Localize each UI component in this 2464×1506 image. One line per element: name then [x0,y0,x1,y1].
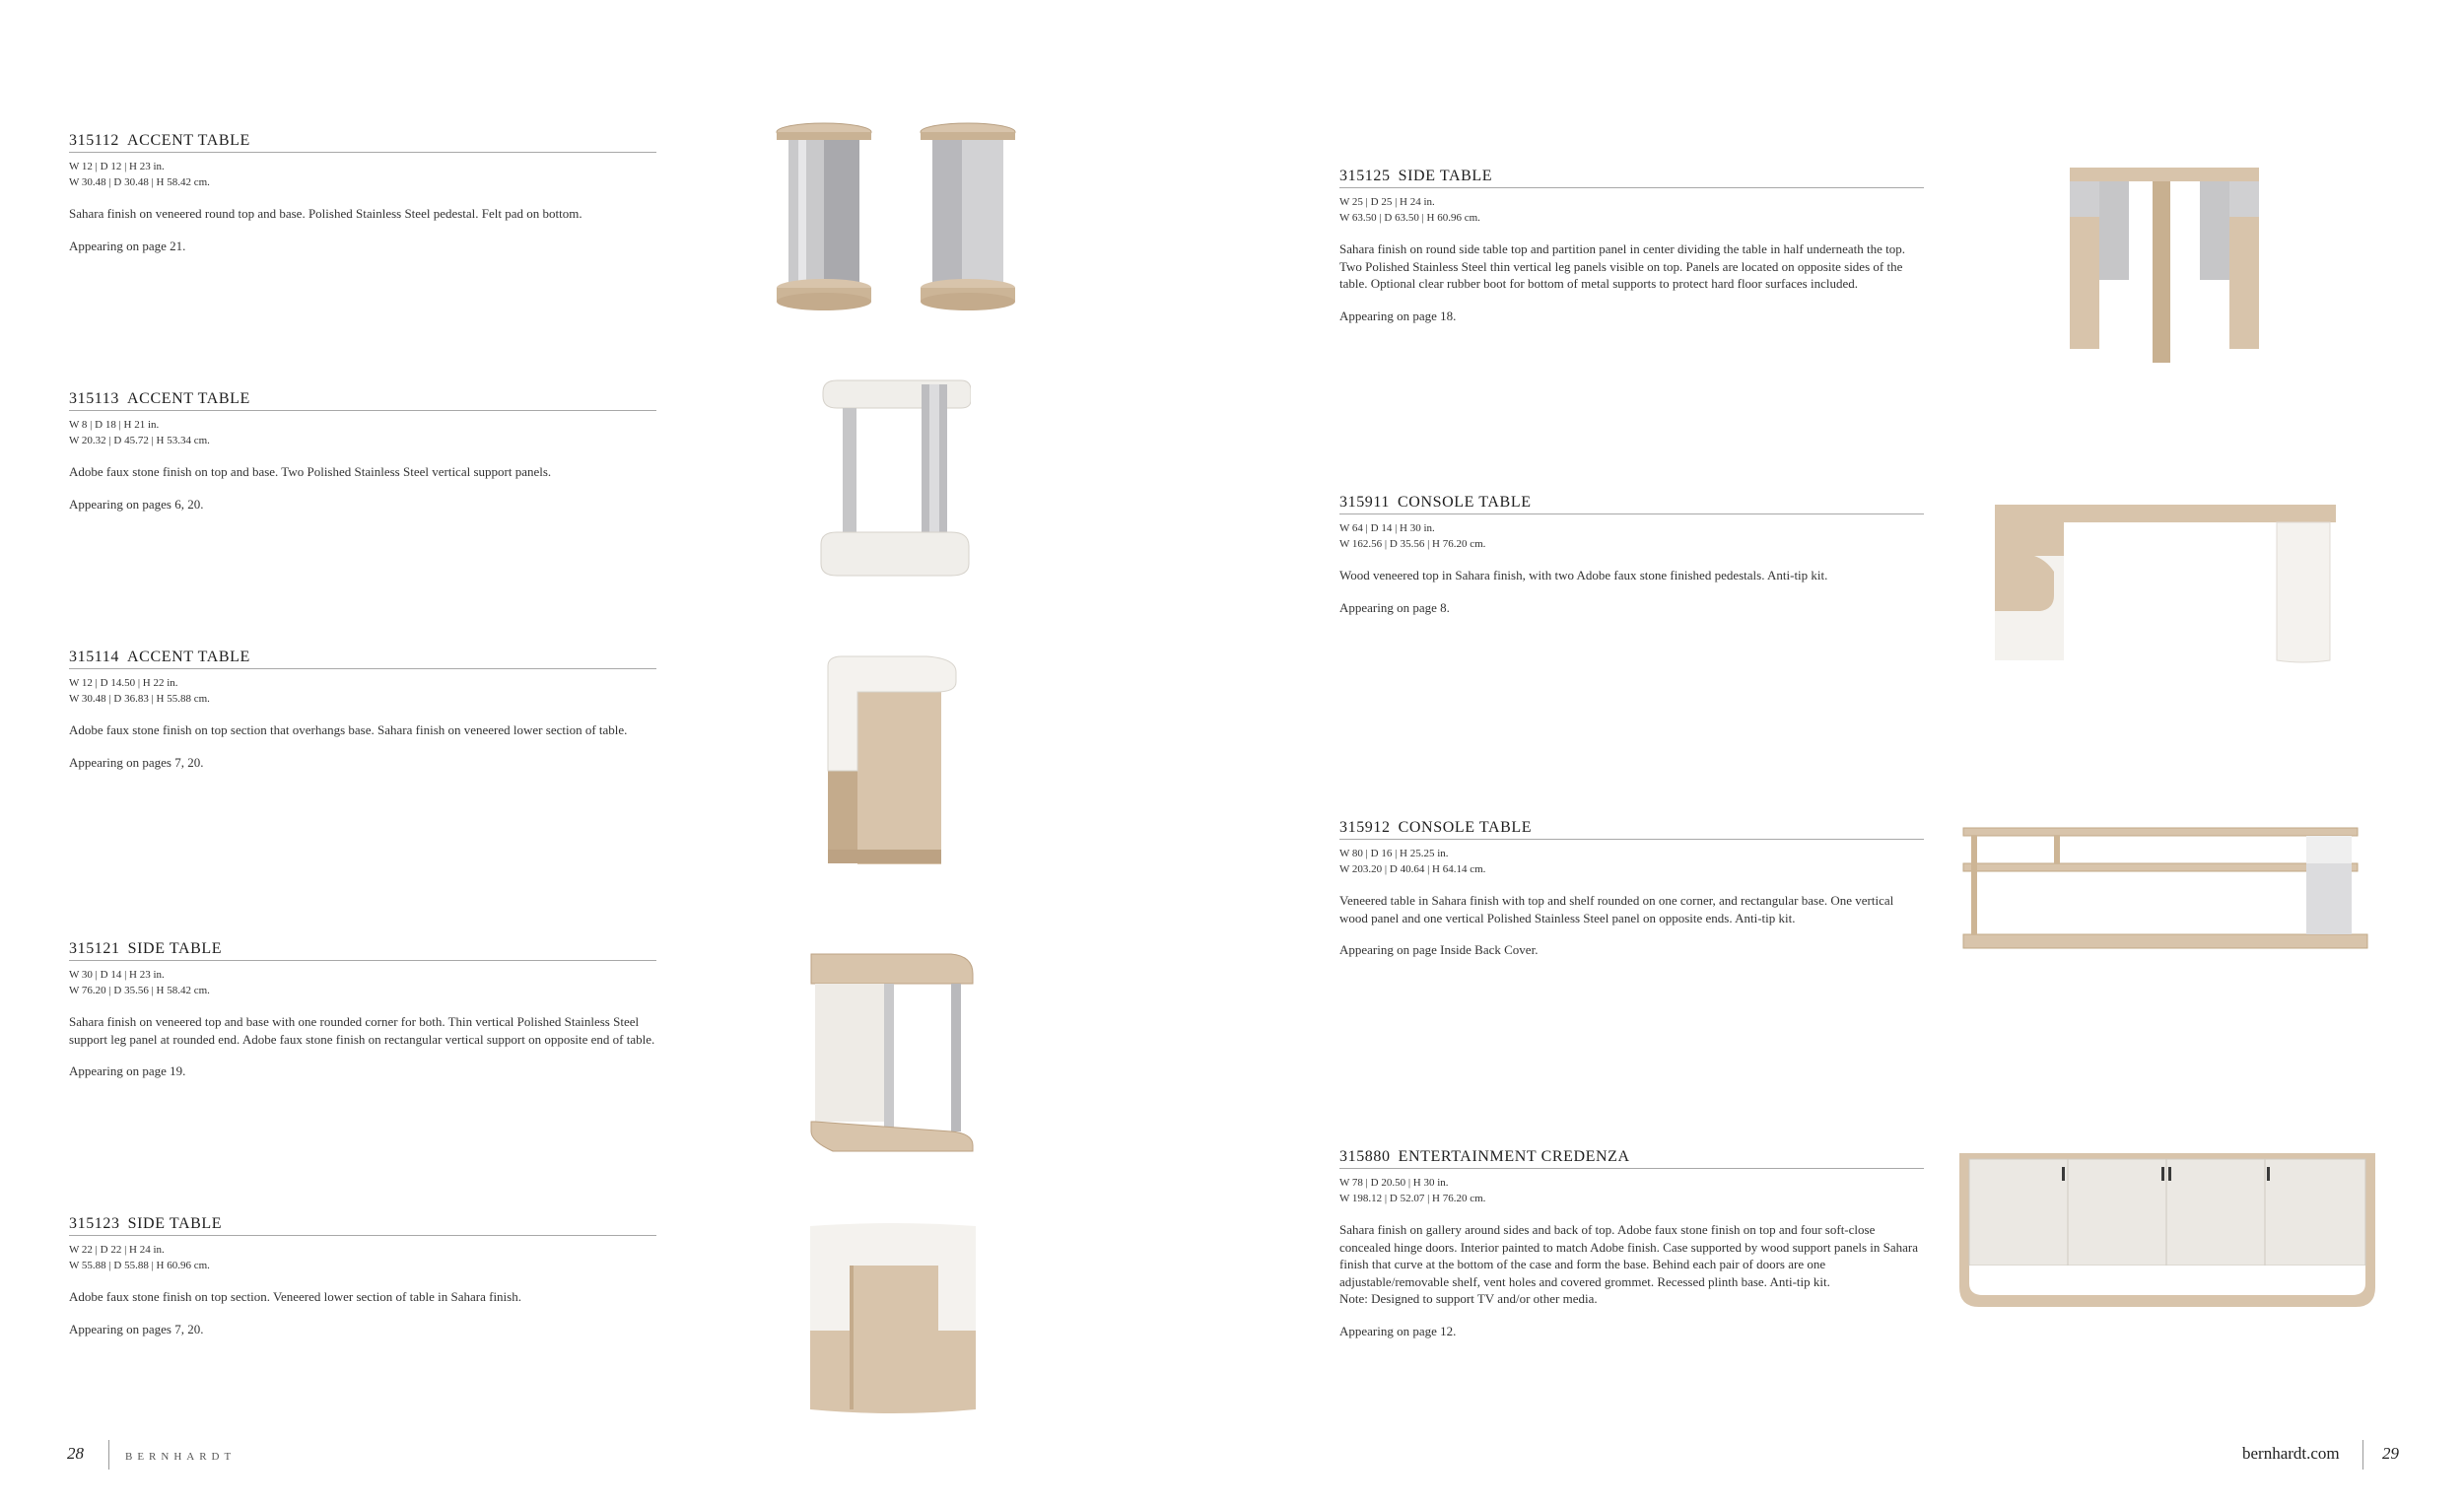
dimensions-cm: W 203.20 | D 40.64 | H 64.14 cm. [1339,863,1486,875]
dimensions-inches: W 25 | D 25 | H 24 in. [1339,196,1435,208]
product-name: SIDE TABLE [1398,168,1493,184]
product-entry-315880 [1339,1148,1924,1339]
dimensions-cm: W 30.48 | D 36.83 | H 55.88 cm. [69,693,210,705]
dimensions-cm: W 198.12 | D 52.07 | H 76.20 cm. [1339,1193,1486,1204]
product-description: Adobe faux stone finish on top and base. Two Polished Stainless Steel vertical support panels. [69,464,552,479]
product-name: ACCENT TABLE [127,390,250,407]
product-description: Wood veneered top in Sahara finish, with two Adobe faux stone finished pedestals. Anti-tip kit. [1339,568,1828,582]
dimensions-inches: W 80 | D 16 | H 25.25 in. [1339,848,1449,859]
dimensions [69,1242,656,1273]
product-name: ACCENT TABLE [127,649,250,665]
product-entry-315911 [1339,494,1924,616]
product-image-315113 [813,375,971,582]
product-description: Sahara finish on veneered top and base with one rounded corner for both. Thin vertical Polished Stainless Steel support leg panel at rounded end. Adobe faux stone finish on rectangular vertical support on opposite end of table. [69,1014,655,1047]
appearing-on: Appearing on page 12. [1339,1323,1457,1338]
product-code: 315113 [69,390,120,407]
page-number-right: 29 [2382,1444,2399,1463]
dimensions-inches: W 64 | D 14 | H 30 in. [1339,522,1435,534]
product-entry-315113 [69,390,656,513]
product-entry-315121 [69,940,656,1079]
dimensions [1339,520,1924,552]
product-title [69,132,656,153]
dimensions [69,417,656,448]
website-link[interactable]: bernhardt.com [2242,1444,2340,1463]
product-code: 315125 [1339,168,1391,184]
product-title [69,1215,656,1236]
dimensions-cm: W 30.48 | D 30.48 | H 58.42 cm. [69,176,210,188]
appearing-on: Appearing on pages 7, 20. [69,754,204,770]
product-title [69,390,656,411]
product-image-315112 [769,118,1025,320]
product-name: CONSOLE TABLE [1398,819,1533,836]
dimensions-inches: W 78 | D 20.50 | H 30 in. [1339,1177,1449,1189]
appearing-on: Appearing on page Inside Back Cover. [1339,942,1539,957]
product-entry-315114 [69,649,656,771]
dimensions-cm: W 76.20 | D 35.56 | H 58.42 cm. [69,985,210,996]
product-title [69,940,656,961]
product-name: ACCENT TABLE [127,132,250,149]
dimensions [69,967,656,998]
product-description [1339,1221,1924,1308]
right-page [1232,0,2464,1506]
product-image-315114 [818,652,966,869]
product-entry-315112 [69,132,656,254]
product-name: SIDE TABLE [127,940,223,957]
dimensions-cm: W 162.56 | D 35.56 | H 76.20 cm. [1339,538,1486,550]
appearing-on: Appearing on page 21. [69,238,186,253]
product-image-315123 [806,1220,980,1417]
footer-divider [2362,1440,2363,1470]
product-code: 315112 [69,132,120,149]
product-description: Sahara finish on veneered round top and base. Polished Stainless Steel pedestal. Felt pad on bottom. [69,206,582,221]
product-code: 315123 [69,1215,120,1232]
product-title [1339,168,1924,188]
product-description: Veneered table in Sahara finish with top and shelf rounded on one corner, and rectangular base. One vertical wood panel and one vertical Polished Stainless Steel panel on opposite ends. Anti-tip kit. [1339,893,1894,925]
product-entry-315125 [1339,168,1924,324]
description-note: Note: Designed to support TV and/or other media. [1339,1291,1598,1306]
dimensions [1339,846,1924,877]
product-description: Sahara finish on round side table top and partition panel in center dividing the table in half underneath the top. Two Polished Stainless Steel thin vertical leg panels visible on top. Panels are located on opposite sides of the table. Optional clear rubber boot for bottom of metal supports to protect hard floor surfaces included. [1339,241,1906,291]
product-name: ENTERTAINMENT CREDENZA [1398,1148,1630,1165]
dimensions-cm: W 20.32 | D 45.72 | H 53.34 cm. [69,435,210,446]
dimensions-inches: W 12 | D 12 | H 23 in. [69,161,165,172]
product-description: Adobe faux stone finish on top section. Veneered lower section of table in Sahara finish. [69,1289,521,1304]
product-image-315880 [1953,1147,2381,1311]
dimensions [69,159,656,190]
product-image-315911 [1991,501,2340,668]
product-code: 315121 [69,940,120,957]
product-title [1339,819,1924,840]
dimensions-inches: W 12 | D 14.50 | H 22 in. [69,677,178,689]
description-text: Sahara finish on gallery around sides and back of top. Adobe faux stone finish on top and four soft-close concealed hinge doors. Interior painted to match Adobe finish. Case supported by wood support panels in Sahara finish that curve at the bottom of the case and form the base. Behind each pair of doors are one adjustable/removable shelf, vent holes and covered grommet. Recessed plinth base. Anti-tip kit. [1339,1222,1919,1289]
dimensions-inches: W 8 | D 18 | H 21 in. [69,419,160,431]
product-description: Adobe faux stone finish on top section that overhangs base. Sahara finish on veneered lower section of table. [69,722,628,737]
dimensions [1339,1175,1924,1206]
product-name: CONSOLE TABLE [1398,494,1532,511]
product-title [69,649,656,669]
product-name: SIDE TABLE [127,1215,223,1232]
dimensions-inches: W 30 | D 14 | H 23 in. [69,969,165,981]
brand-logo: BERNHARDT [125,1451,237,1463]
dimensions [1339,194,1924,226]
appearing-on: Appearing on page 19. [69,1063,186,1078]
product-code: 315114 [69,649,120,665]
product-entry-315912 [1339,819,1924,958]
product-code: 315912 [1339,819,1391,836]
page-number-left: 28 [67,1444,84,1463]
dimensions [69,675,656,707]
appearing-on: Appearing on pages 6, 20. [69,496,204,512]
product-image-315125 [2066,164,2263,367]
product-entry-315123 [69,1215,656,1337]
product-title [1339,1148,1924,1169]
product-code: 315911 [1339,494,1391,511]
appearing-on: Appearing on pages 7, 20. [69,1321,204,1336]
footer-divider [108,1440,109,1470]
dimensions-inches: W 22 | D 22 | H 24 in. [69,1244,165,1256]
dimensions-cm: W 63.50 | D 63.50 | H 60.96 cm. [1339,212,1480,224]
product-image-315912 [1959,824,2371,958]
product-image-315121 [803,948,981,1155]
dimensions-cm: W 55.88 | D 55.88 | H 60.96 cm. [69,1260,210,1271]
product-title [1339,494,1924,514]
appearing-on: Appearing on page 18. [1339,308,1457,323]
appearing-on: Appearing on page 8. [1339,599,1450,615]
product-code: 315880 [1339,1148,1391,1165]
